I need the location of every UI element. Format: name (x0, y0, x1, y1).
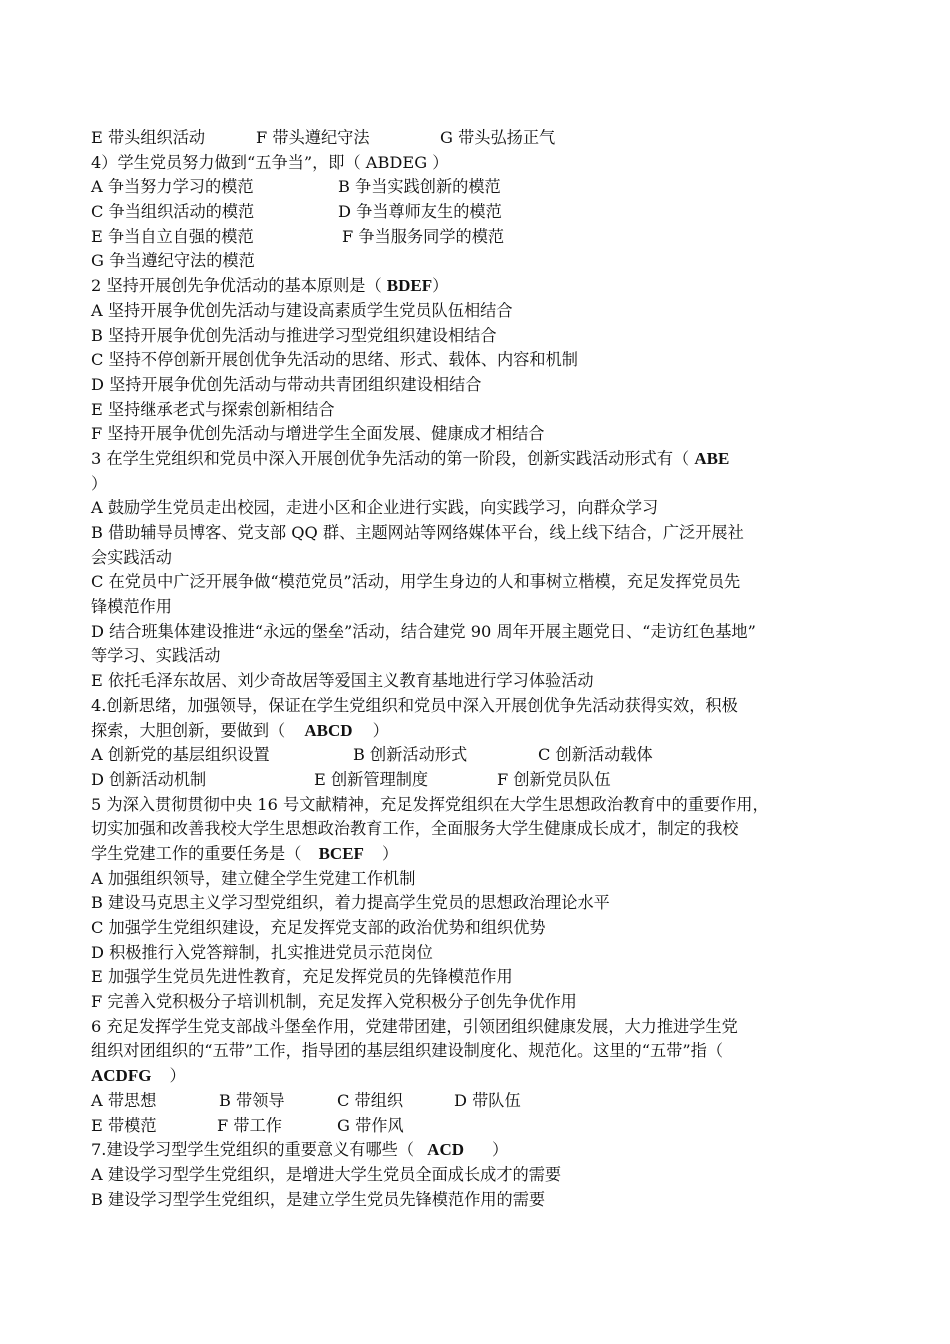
q2-option-b: B 坚持开展争优创先活动与推进学习型党组织建设相结合 (91, 325, 497, 345)
q5-stem-line2: 切实加强和改善我校大学生思想政治教育工作，全面服务大学生健康成长成才，制定的我校 (91, 819, 739, 839)
q5-stem-line3 (91, 842, 881, 867)
q1-4-option-a: A 争当努力学习的模范 (91, 177, 254, 197)
q5-option-d: D 积极推行入党答辩制，扎实推进党员示范岗位 (91, 942, 433, 962)
q6-option-e: E 带模范 (91, 1115, 157, 1135)
q3-answer: ABE (694, 448, 730, 468)
q4-option-c: C 创新活动载体 (538, 745, 653, 765)
q6-option-b: B 带领导 (219, 1090, 285, 1110)
q5-stem-text: 学生党建工作的重要任务是（ (91, 843, 302, 863)
q3-option-c-line2: 锋模范作用 (91, 597, 172, 617)
q2-option-f: F 坚持开展争优创先活动与增进学生全面发展、健康成才相结合 (91, 424, 545, 444)
q6-stem-close: ） (169, 1066, 186, 1086)
q4-option-f: F 创新党员队伍 (497, 769, 611, 789)
q4-option-e: E 创新管理制度 (314, 769, 429, 789)
q5-stem-line1: 5 为深入贯彻贯彻中央 16 号文献精神，充足发挥党组织在大学生思想政治教育中的重要作用， (91, 794, 769, 814)
q2-stem-close: ） (432, 276, 449, 296)
q4-stem-line1: 4.创新思绪，加强领导，保证在学生党组织和党员中深入开展创优争先活动获得实效，积极 (91, 695, 738, 715)
q1-4-option-g: G 争当遵纪守法的模范 (91, 251, 255, 271)
q6-stem-line3 (91, 1064, 881, 1089)
q6-option-g: G 带作风 (337, 1115, 404, 1135)
q6-option-d: D 带队伍 (454, 1090, 521, 1110)
q4-option-b: B 创新活动形式 (353, 745, 468, 765)
q1-option-g: G 带头弘扬正气 (440, 128, 556, 147)
q3-option-c-line1: C 在党员中广泛开展争做“模范党员”活动，用学生身边的人和事树立楷模，充足发挥党员先 (91, 572, 741, 592)
q1-option-f: F 带头遵纪守法 (256, 128, 370, 147)
q3-option-b-line2: 会实践活动 (91, 547, 172, 567)
q7-option-a: A 建设学习型学生党组织，是增进大学生党员全面成长成才的需要 (91, 1164, 562, 1184)
q5-option-a: A 加强组织领导，建立健全学生党建工作机制 (91, 868, 416, 888)
q1-options-efg (91, 126, 881, 151)
q7-stem-close: ） (492, 1140, 509, 1160)
q3-option-e: E 依托毛泽东故居、刘少奇故居等爱国主义教育基地进行学习体验活动 (91, 671, 594, 691)
q6-answer: ACDFG (91, 1066, 152, 1086)
q7-stem-text: 7.建设学习型学生党组织的重要意义有哪些（ (91, 1140, 415, 1160)
q4-option-d: D 创新活动机制 (91, 769, 207, 789)
q1-4-options-ef (91, 225, 881, 250)
q4-stem-line2 (91, 719, 881, 744)
q3-stem-text: 3 在学生党组织和党员中深入开展创优争先活动的第一阶段，创新实践活动形式有（ (91, 448, 690, 468)
q1-4-stem: 4）学生党员努力做到“五争当”，即（ ABDEG ） (91, 152, 449, 172)
q1-4-option-d: D 争当尊师友生的模范 (338, 202, 502, 222)
q5-answer: BCEF (318, 843, 364, 863)
q3-option-d-line2: 等学习、实践活动 (91, 646, 221, 666)
q2-stem-text: 2 坚持开展创先争优活动的基本原则是（ (91, 276, 382, 296)
q1-4-option-e: E 争当自立自强的模范 (91, 226, 254, 246)
q3-option-a: A 鼓励学生党员走出校园，走进小区和企业进行实践，向实践学习，向群众学习 (91, 498, 659, 518)
q1-4-option-f: F 争当服务同学的模范 (342, 226, 505, 246)
q5-stem-close: ） (381, 843, 399, 863)
q4-options-abc (91, 743, 881, 768)
q7-stem (91, 1138, 881, 1163)
q4-answer: ABCD (304, 720, 353, 740)
q5-option-b: B 建设马克思主义学习型党组织，着力提高学生党员的思想政治理论水平 (91, 893, 610, 913)
q6-option-a: A 带思想 (91, 1090, 157, 1110)
document-page (91, 126, 881, 1212)
q5-option-c: C 加强学生党组织建设，充足发挥党支部的政治优势和组织优势 (91, 918, 546, 937)
q3-stem (91, 447, 881, 472)
q1-4-options-cd (91, 200, 881, 225)
q6-stem-line1: 6 充足发挥学生党支部战斗堡垒作用，党建带团建，引领团组织健康发展，大力推进学生党 (91, 1016, 738, 1036)
q1-option-e: E 带头组织活动 (91, 128, 206, 147)
q6-option-f: F 带工作 (217, 1115, 282, 1135)
q3-option-b-line1: B 借助辅导员博客、党支部 QQ 群、主题网站等网络媒体平台，线上线下结合，广泛开展社 (91, 523, 744, 542)
q2-stem (91, 274, 881, 299)
q2-option-d: D 坚持开展争优创先活动与带动共青团组织建设相结合 (91, 374, 482, 394)
q6-options-efg (91, 1114, 881, 1139)
q1-4-option-b: B 争当实践创新的模范 (338, 177, 501, 197)
q5-option-f: F 完善入党积极分子培训机制，充足发挥入党积极分子创先争优作用 (91, 992, 577, 1012)
q3-option-d-line1: D 结合班集体建设推进“永远的堡垒”活动，结合建党 90 周年开展主题党日、“走访红色基地” (91, 621, 756, 641)
q1-4-option-c: C 争当组织活动的模范 (91, 202, 255, 222)
q7-answer: ACD (427, 1140, 465, 1160)
q4-option-a: A 创新党的基层组织设置 (91, 745, 270, 765)
q4-options-def (91, 768, 881, 793)
q4-stem-text: 探索，大胆创新，要做到（ (91, 720, 286, 740)
q2-option-c: C 坚持不停创新开展创优争先活动的思绪、形式、载体、内容和机制 (91, 350, 578, 370)
q5-option-e: E 加强学生党员先进性教育，充足发挥党员的先锋模范作用 (91, 967, 513, 987)
q2-answer: BDEF (386, 276, 433, 296)
q6-options-abcd (91, 1089, 881, 1114)
q2-option-a: A 坚持开展争优创先活动与建设高素质学生党员队伍相结合 (91, 300, 513, 320)
q3-stem-close: ） (91, 473, 108, 493)
q1-4-options-ab (91, 175, 881, 200)
q6-stem-line2: 组织对团组织的“五带”工作，指导团的基层组织建设制度化、规范化。这里的“五带”指（ (91, 1041, 724, 1061)
q2-option-e: E 坚持继承老式与探索创新相结合 (91, 399, 335, 419)
q4-stem-close: ） (372, 720, 389, 740)
q6-option-c: C 带组织 (337, 1090, 404, 1110)
q7-option-b: B 建设学习型学生党组织，是建立学生党员先锋模范作用的需要 (91, 1189, 546, 1209)
